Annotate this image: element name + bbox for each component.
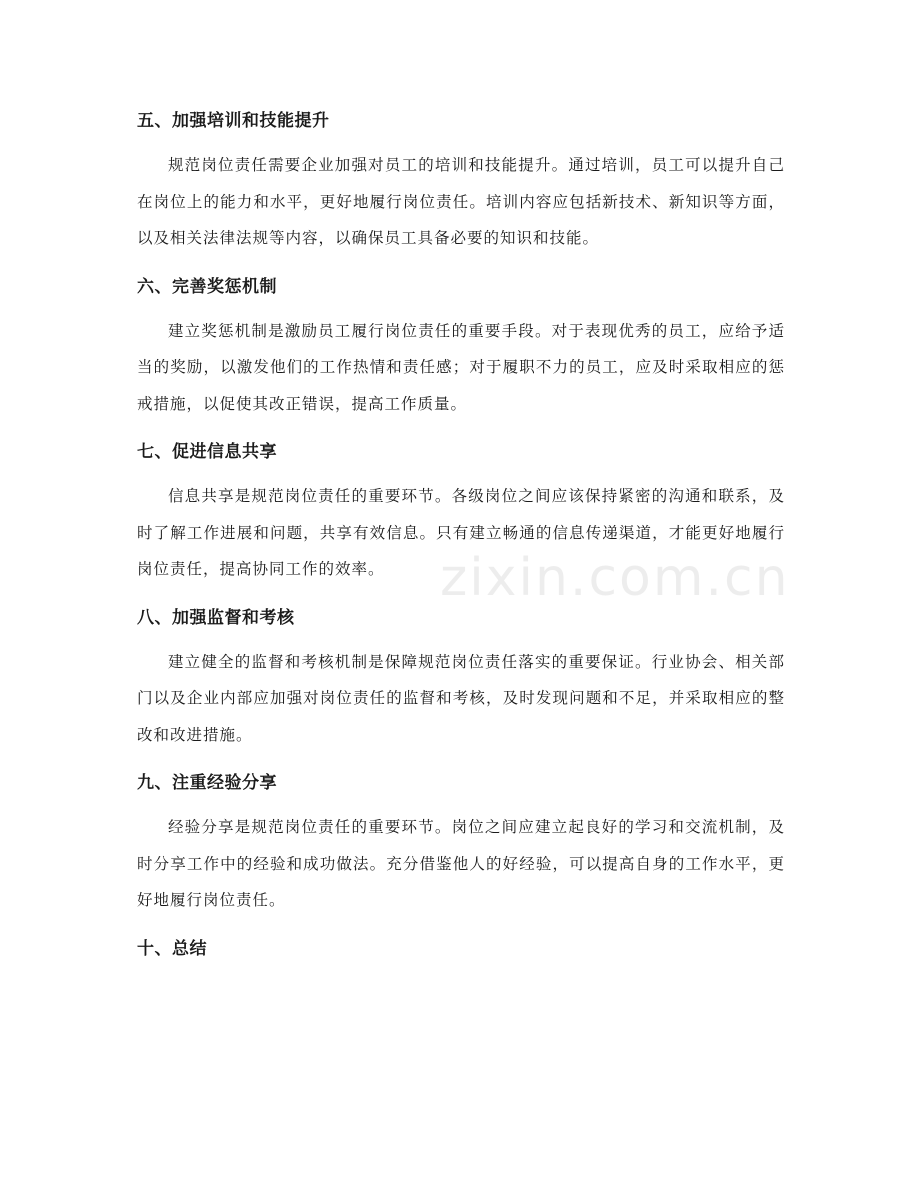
section-heading-8: 八、加强监督和考核 (137, 607, 295, 628)
section-heading-10: 十、总结 (137, 938, 207, 959)
section-body-9: 经验分享是规范岗位责任的重要环节。岗位之间应建立起良好的学习和交流机制，及时分享工作中的经验和成功做法。充分借鉴他人的好经验，可以提高自身的工作水平，更好地履行岗位责任。 (137, 818, 785, 909)
section-heading-6: 六、完善奖惩机制 (137, 276, 277, 297)
section-body-6: 建立奖惩机制是激励员工履行岗位责任的重要手段。对于表现优秀的员工，应给予适当的奖励，以激发他们的工作热情和责任感；对于履职不力的员工，应及时采取相应的惩戒措施，以促使其改正错误，提高工作质量。 (137, 321, 785, 413)
watermark: zixin.com.cn (440, 548, 790, 608)
section-body-7: 信息共享是规范岗位责任的重要环节。各级岗位之间应该保持紧密的沟通和联系，及时了解工作进展和问题，共享有效信息。只有建立畅通的信息传递渠道，才能更好地履行岗位责任，提高协同工作的效率。 (137, 487, 785, 578)
section-body-8: 建立健全的监督和考核机制是保障规范岗位责任落实的重要保证。行业协会、相关部门以及企业内部应加强对岗位责任的监督和考核，及时发现问题和不足，并采取相应的整改和改进措施。 (137, 652, 785, 744)
section-heading-7: 七、促进信息共享 (137, 442, 277, 462)
section-heading-9: 九、注重经验分享 (137, 773, 277, 793)
section-heading-5: 五、加强培训和技能提升 (137, 111, 330, 131)
section-body-5: 规范岗位责任需要企业加强对员工的培训和技能提升。通过培训，员工可以提升自己在岗位上的能力和水平，更好地履行岗位责任。培训内容应包括新技术、新知识等方面，以及相关法律法规等内容，以确保员工具备必要的知识和技能。 (137, 156, 785, 247)
document-content (137, 104, 785, 966)
